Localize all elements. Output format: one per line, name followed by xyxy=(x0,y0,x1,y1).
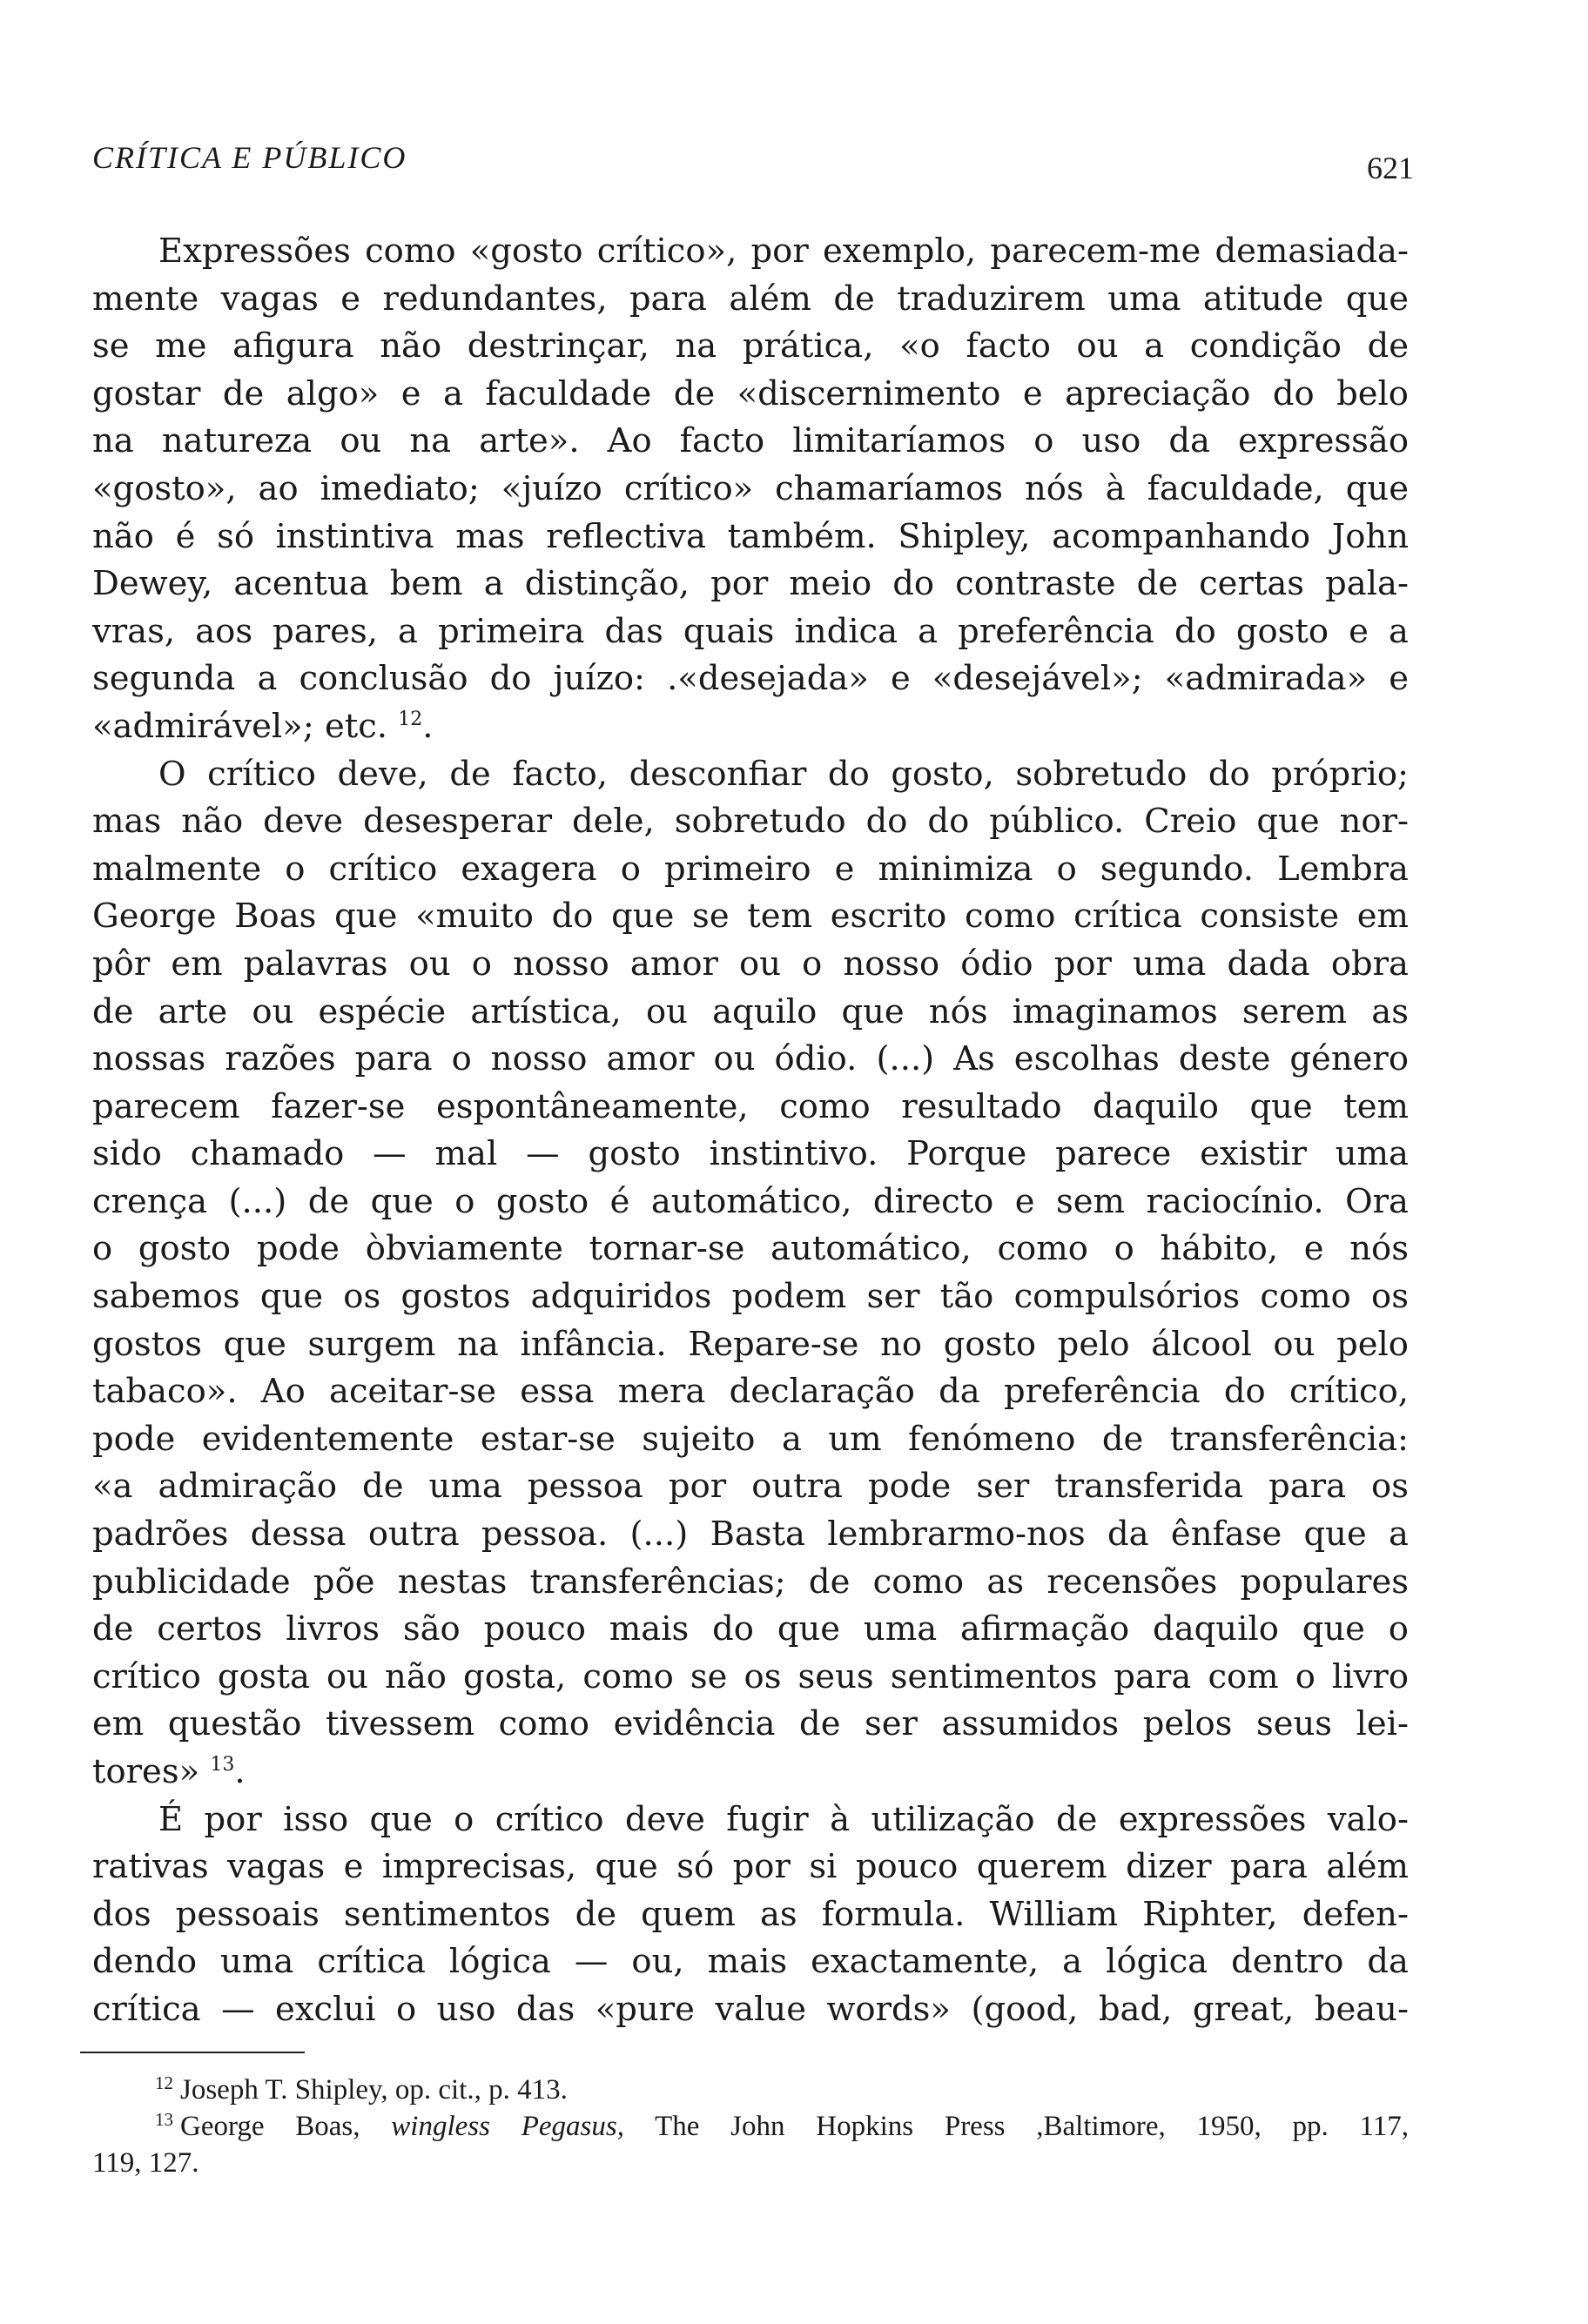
text-line: de certos livros são pouco mais do que uma afirmação daquilo que o xyxy=(92,1609,1409,1649)
text-line: segunda a conclusão do juízo: .«desejada» e «desejável»; «admirada» e xyxy=(92,659,1409,699)
text-line: «admirável»; etc. $^{12}$. xyxy=(92,706,434,746)
page-number: 621 xyxy=(1367,151,1414,185)
text-line: sabemos que os gostos adquiridos podem ser tão compulsórios como os xyxy=(92,1277,1409,1317)
text-line: Expressões como «gosto crítico», por exemplo, parecem-me demasiada- xyxy=(158,232,1409,271)
text-line: vras, aos pares, a primeira das quais indica a preferência do gosto e a xyxy=(92,611,1409,651)
running-head xyxy=(92,139,1414,188)
text-line: rativas vagas e imprecisas, que só por si pouco querem dizer para além xyxy=(92,1847,1409,1887)
footnote-ref: 12 xyxy=(398,708,423,730)
text-line: pode evidentemente estar-se sujeito a um fenómeno de transferência: xyxy=(92,1419,1409,1459)
text-line: pôr em palavras ou o nosso amor ou o nosso ódio por uma dada obra xyxy=(92,944,1409,984)
footnote-number: 13 xyxy=(155,2109,173,2130)
text-line: crítico gosta ou não gosta, como se os seus sentimentos para com o livro xyxy=(92,1656,1409,1696)
text-line: mas não deve desesperar dele, sobretudo do do público. Creio que nor- xyxy=(92,802,1409,842)
text-line: publicidade põe nestas transferências; de como as recensões populares xyxy=(92,1562,1409,1602)
text-line: gostar de algo» e a faculdade de «discernimento e apreciação do belo xyxy=(92,373,1409,413)
text-line: George Boas que «muito do que se tem escrito como crítica consiste em xyxy=(92,897,1409,937)
body-text xyxy=(92,228,1409,2034)
footnote-divider xyxy=(80,2052,305,2053)
text-line: nossas razões para o nosso amor ou ódio. (...) As escolhas deste género xyxy=(92,1039,1409,1079)
text-line: mente vagas e redundantes, para além de traduzirem uma atitude que xyxy=(92,279,1409,319)
footnote-text: George Boas, xyxy=(180,2111,392,2142)
text-line: o gosto pode òbviamente tornar-se automático, como o hábito, e nós xyxy=(92,1229,1409,1269)
footnote xyxy=(92,2072,1409,2108)
text-line: sido chamado — mal — gosto instintivo. Porque parece existir uma xyxy=(92,1134,1409,1174)
text-line: padrões dessa outra pessoa. (...) Basta lembrarmo-nos da ênfase que a xyxy=(92,1515,1409,1555)
text-line: gostos que surgem na infância. Repare-se no gosto pelo álcool ou pelo xyxy=(92,1324,1409,1364)
text-fragment: tores» xyxy=(92,1752,200,1791)
text-line: tores» $^{13}$. xyxy=(92,1752,246,1791)
text-line: na natureza ou na arte». Ao facto limitaríamos o uso da expressão xyxy=(92,421,1409,461)
footnote-text: The John Hopkins Press ,Baltimore, 1950, pp. 117, xyxy=(623,2111,1410,2142)
text-line: É por isso que o crítico deve fugir à utilização de expressões valo- xyxy=(158,1799,1409,1839)
footnote-number: 12 xyxy=(155,2072,173,2093)
text-line: tabaco». Ao aceitar-se essa mera declaração da preferência do crítico, xyxy=(92,1372,1409,1412)
running-title: CRÍTICA E PÚBLICO xyxy=(92,140,407,175)
text-line: não é só instintiva mas reflectiva também. Shipley, acompanhando John xyxy=(92,516,1409,556)
text-line: dos pessoais sentimentos de quem as formula. William Riphter, defen- xyxy=(92,1894,1409,1934)
footnote xyxy=(92,2108,1409,2145)
footnote-title: wingless Pegasus, xyxy=(391,2111,624,2142)
text-line: se me afigura não destrinçar, na prática, «o facto ou a condição de xyxy=(92,326,1409,366)
text-line: «a admiração de uma pessoa por outra pode ser transferida para os xyxy=(92,1467,1409,1507)
text-line: O crítico deve, de facto, desconfiar do gosto, sobretudo do próprio; xyxy=(158,754,1409,794)
text-line: parecem fazer-se espontâneamente, como resultado daquilo que tem xyxy=(92,1086,1409,1126)
text-line: malmente o crítico exagera o primeiro e minimiza o segundo. Lembra xyxy=(92,849,1409,889)
footnotes xyxy=(92,2072,1409,2181)
text-line: Dewey, acentua bem a distinção, por meio do contraste de certas pala- xyxy=(92,564,1409,604)
footnote-ref: 13 xyxy=(210,1754,235,1776)
text-line: crença (...) de que o gosto é automático, directo e sem raciocínio. Ora xyxy=(92,1181,1409,1221)
footnote-continuation: 119, 127. xyxy=(92,2147,199,2179)
text-line: «gosto», ao imediato; «juízo crítico» chamaríamos nós à faculdade, que xyxy=(92,468,1409,508)
text-line: dendo uma crítica lógica — ou, mais exactamente, a lógica dentro da xyxy=(92,1942,1409,1982)
text-line: em questão tivessem como evidência de ser assumidos pelos seus lei- xyxy=(92,1704,1409,1744)
footnote-text: Joseph T. Shipley, op. cit., p. 413. xyxy=(180,2074,568,2106)
text-line: crítica — exclui o uso das «pure value words» (good, bad, great, beau- xyxy=(92,1989,1409,2029)
text-line: de arte ou espécie artística, ou aquilo que nós imaginamos serem as xyxy=(92,991,1409,1031)
text-fragment: «admirável»; etc. xyxy=(92,706,387,746)
